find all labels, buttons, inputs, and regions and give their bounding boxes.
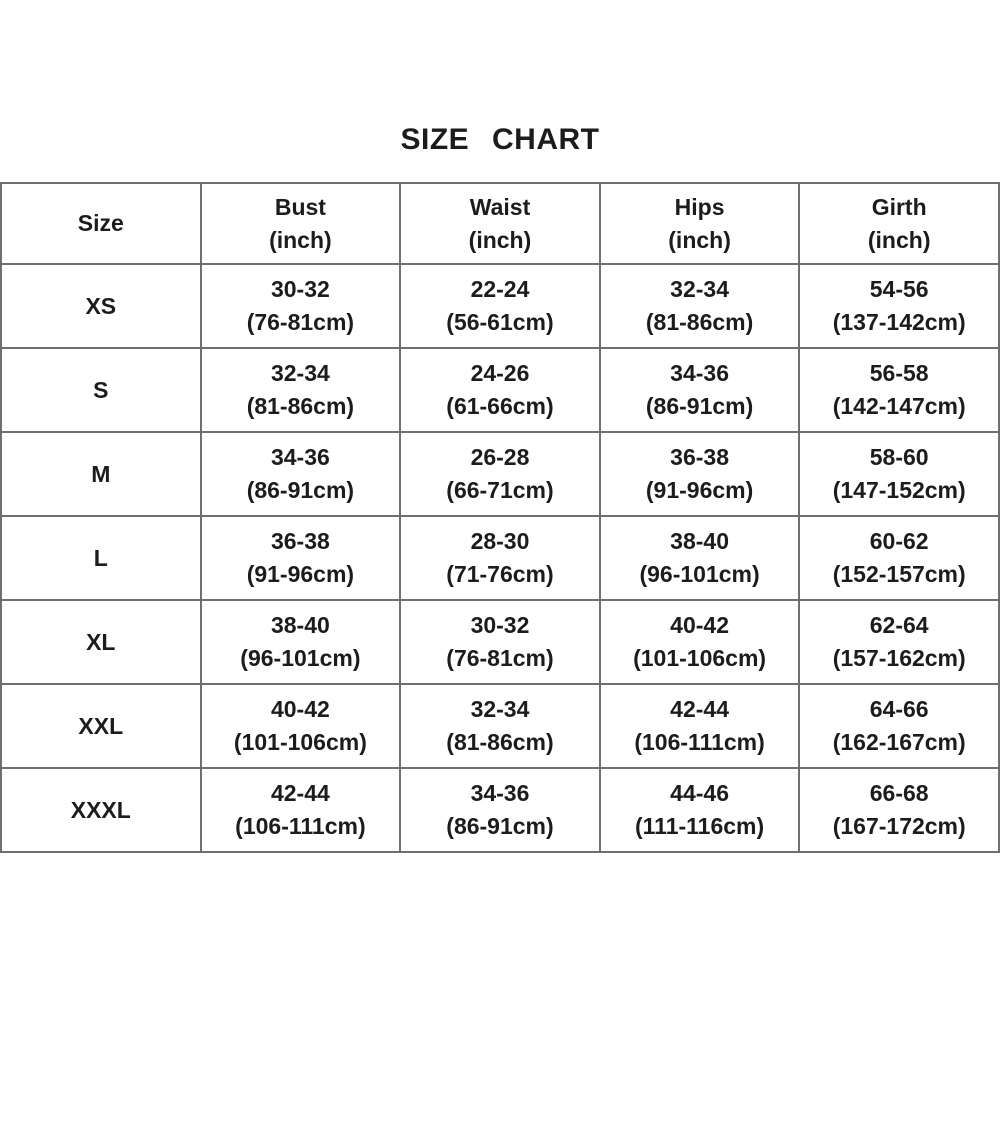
cm-range: (157-162cm) <box>832 645 966 671</box>
size-label: S <box>1 348 201 432</box>
inch-range: 64-66 <box>869 696 929 722</box>
inch-range: 66-68 <box>869 780 929 806</box>
inch-range: 38-40 <box>270 612 330 638</box>
cm-range: (142-147cm) <box>832 393 966 419</box>
size-chart-table <box>0 182 1000 853</box>
header-label: Waist <box>469 193 531 220</box>
cm-range: (86-91cm) <box>645 393 754 419</box>
table-cell-girth <box>799 516 999 600</box>
table-cell-bust <box>201 600 401 684</box>
header-unit: (inch) <box>468 226 532 253</box>
inch-range: 56-58 <box>869 360 929 386</box>
table-row-xxl <box>1 684 999 768</box>
table-row-m <box>1 432 999 516</box>
header-cell-waist <box>400 183 600 264</box>
cm-range: (106-111cm) <box>235 813 366 839</box>
inch-range: 42-44 <box>670 696 729 722</box>
cm-range: (71-76cm) <box>446 561 554 587</box>
table-cell-hips <box>600 600 800 684</box>
table-cell-girth <box>799 348 999 432</box>
cm-range: (96-101cm) <box>639 561 760 587</box>
table-cell-waist <box>400 348 600 432</box>
table-row-xxxl <box>1 768 999 852</box>
cm-range: (86-91cm) <box>446 813 554 839</box>
cm-range: (106-111cm) <box>634 729 765 755</box>
size-label: L <box>1 516 201 600</box>
cm-range: (56-61cm) <box>446 309 554 335</box>
cm-range: (76-81cm) <box>446 645 554 671</box>
cm-range: (101-106cm) <box>233 729 367 755</box>
header-unit: (inch) <box>269 226 332 253</box>
header-unit: (inch) <box>668 226 731 253</box>
table-cell-girth <box>799 684 999 768</box>
cm-range: (167-172cm) <box>832 813 966 839</box>
cm-range: (91-96cm) <box>645 477 754 503</box>
inch-range: 58-60 <box>869 444 929 470</box>
table-cell-waist <box>400 432 600 516</box>
inch-range: 42-44 <box>270 780 330 806</box>
inch-range: 32-34 <box>470 696 530 722</box>
cm-range: (91-96cm) <box>246 561 355 587</box>
table-cell-waist <box>400 684 600 768</box>
inch-range: 34-36 <box>270 444 330 470</box>
table-cell-bust <box>201 348 401 432</box>
table-cell-bust <box>201 432 401 516</box>
table-row-l <box>1 516 999 600</box>
inch-range: 28-30 <box>470 528 530 554</box>
table-cell-hips <box>600 348 800 432</box>
inch-range: 44-46 <box>670 780 729 806</box>
table-cell-hips <box>600 768 800 852</box>
inch-range: 60-62 <box>869 528 929 554</box>
cm-range: (162-167cm) <box>832 729 966 755</box>
cm-range: (152-157cm) <box>832 561 966 587</box>
header-cell-bust <box>201 183 401 264</box>
table-cell-hips <box>600 684 800 768</box>
table-cell-hips <box>600 516 800 600</box>
size-label: XS <box>1 264 201 348</box>
table-cell-hips <box>600 432 800 516</box>
cm-range: (81-86cm) <box>246 393 355 419</box>
cm-range: (66-71cm) <box>446 477 554 503</box>
inch-range: 32-34 <box>670 276 729 302</box>
inch-range: 38-40 <box>670 528 729 554</box>
inch-range: 26-28 <box>470 444 530 470</box>
size-label: M <box>1 432 201 516</box>
table-cell-girth <box>799 768 999 852</box>
inch-range: 34-36 <box>670 360 729 386</box>
table-cell-girth <box>799 264 999 348</box>
header-cell-hips <box>600 183 800 264</box>
header-row <box>1 183 999 264</box>
inch-range: 24-26 <box>470 360 530 386</box>
table-cell-waist <box>400 516 600 600</box>
header-label: Bust <box>274 193 326 220</box>
table-cell-bust <box>201 768 401 852</box>
cm-range: (86-91cm) <box>246 477 355 503</box>
table-cell-waist <box>400 600 600 684</box>
table-cell-waist <box>400 768 600 852</box>
cm-range: (81-86cm) <box>446 729 554 755</box>
header-label: Girth <box>871 193 927 220</box>
inch-range: 40-42 <box>670 612 729 638</box>
header-cell-size <box>1 183 201 264</box>
cm-range: (76-81cm) <box>246 309 355 335</box>
cm-range: (96-101cm) <box>240 645 361 671</box>
header-cell-girth <box>799 183 999 264</box>
table-cell-bust <box>201 684 401 768</box>
cm-range: (111-116cm) <box>634 813 765 839</box>
inch-range: 32-34 <box>270 360 330 386</box>
size-label: XXXL <box>1 768 201 852</box>
table-cell-hips <box>600 264 800 348</box>
header-unit: (inch) <box>867 226 931 253</box>
cm-range: (101-106cm) <box>633 645 767 671</box>
size-label: XXL <box>1 684 201 768</box>
table-row-xl <box>1 600 999 684</box>
table-cell-waist <box>400 264 600 348</box>
table-row-s <box>1 348 999 432</box>
table-row-xs <box>1 264 999 348</box>
inch-range: 22-24 <box>470 276 530 302</box>
size-label: XL <box>1 600 201 684</box>
cm-range: (147-152cm) <box>832 477 966 503</box>
cm-range: (61-66cm) <box>446 393 554 419</box>
inch-range: 34-36 <box>470 780 530 806</box>
header-label: Size <box>77 210 124 236</box>
inch-range: 62-64 <box>869 612 929 638</box>
inch-range: 30-32 <box>270 276 330 302</box>
page-title: SIZE CHART <box>400 123 600 156</box>
header-label: Hips <box>674 193 725 220</box>
table-cell-girth <box>799 432 999 516</box>
table-cell-bust <box>201 516 401 600</box>
inch-range: 40-42 <box>270 696 330 722</box>
cm-range: (137-142cm) <box>832 309 966 335</box>
table-cell-girth <box>799 600 999 684</box>
inch-range: 30-32 <box>470 612 530 638</box>
inch-range: 36-38 <box>670 444 729 470</box>
table-cell-bust <box>201 264 401 348</box>
inch-range: 54-56 <box>869 276 929 302</box>
cm-range: (81-86cm) <box>645 309 754 335</box>
inch-range: 36-38 <box>270 528 330 554</box>
